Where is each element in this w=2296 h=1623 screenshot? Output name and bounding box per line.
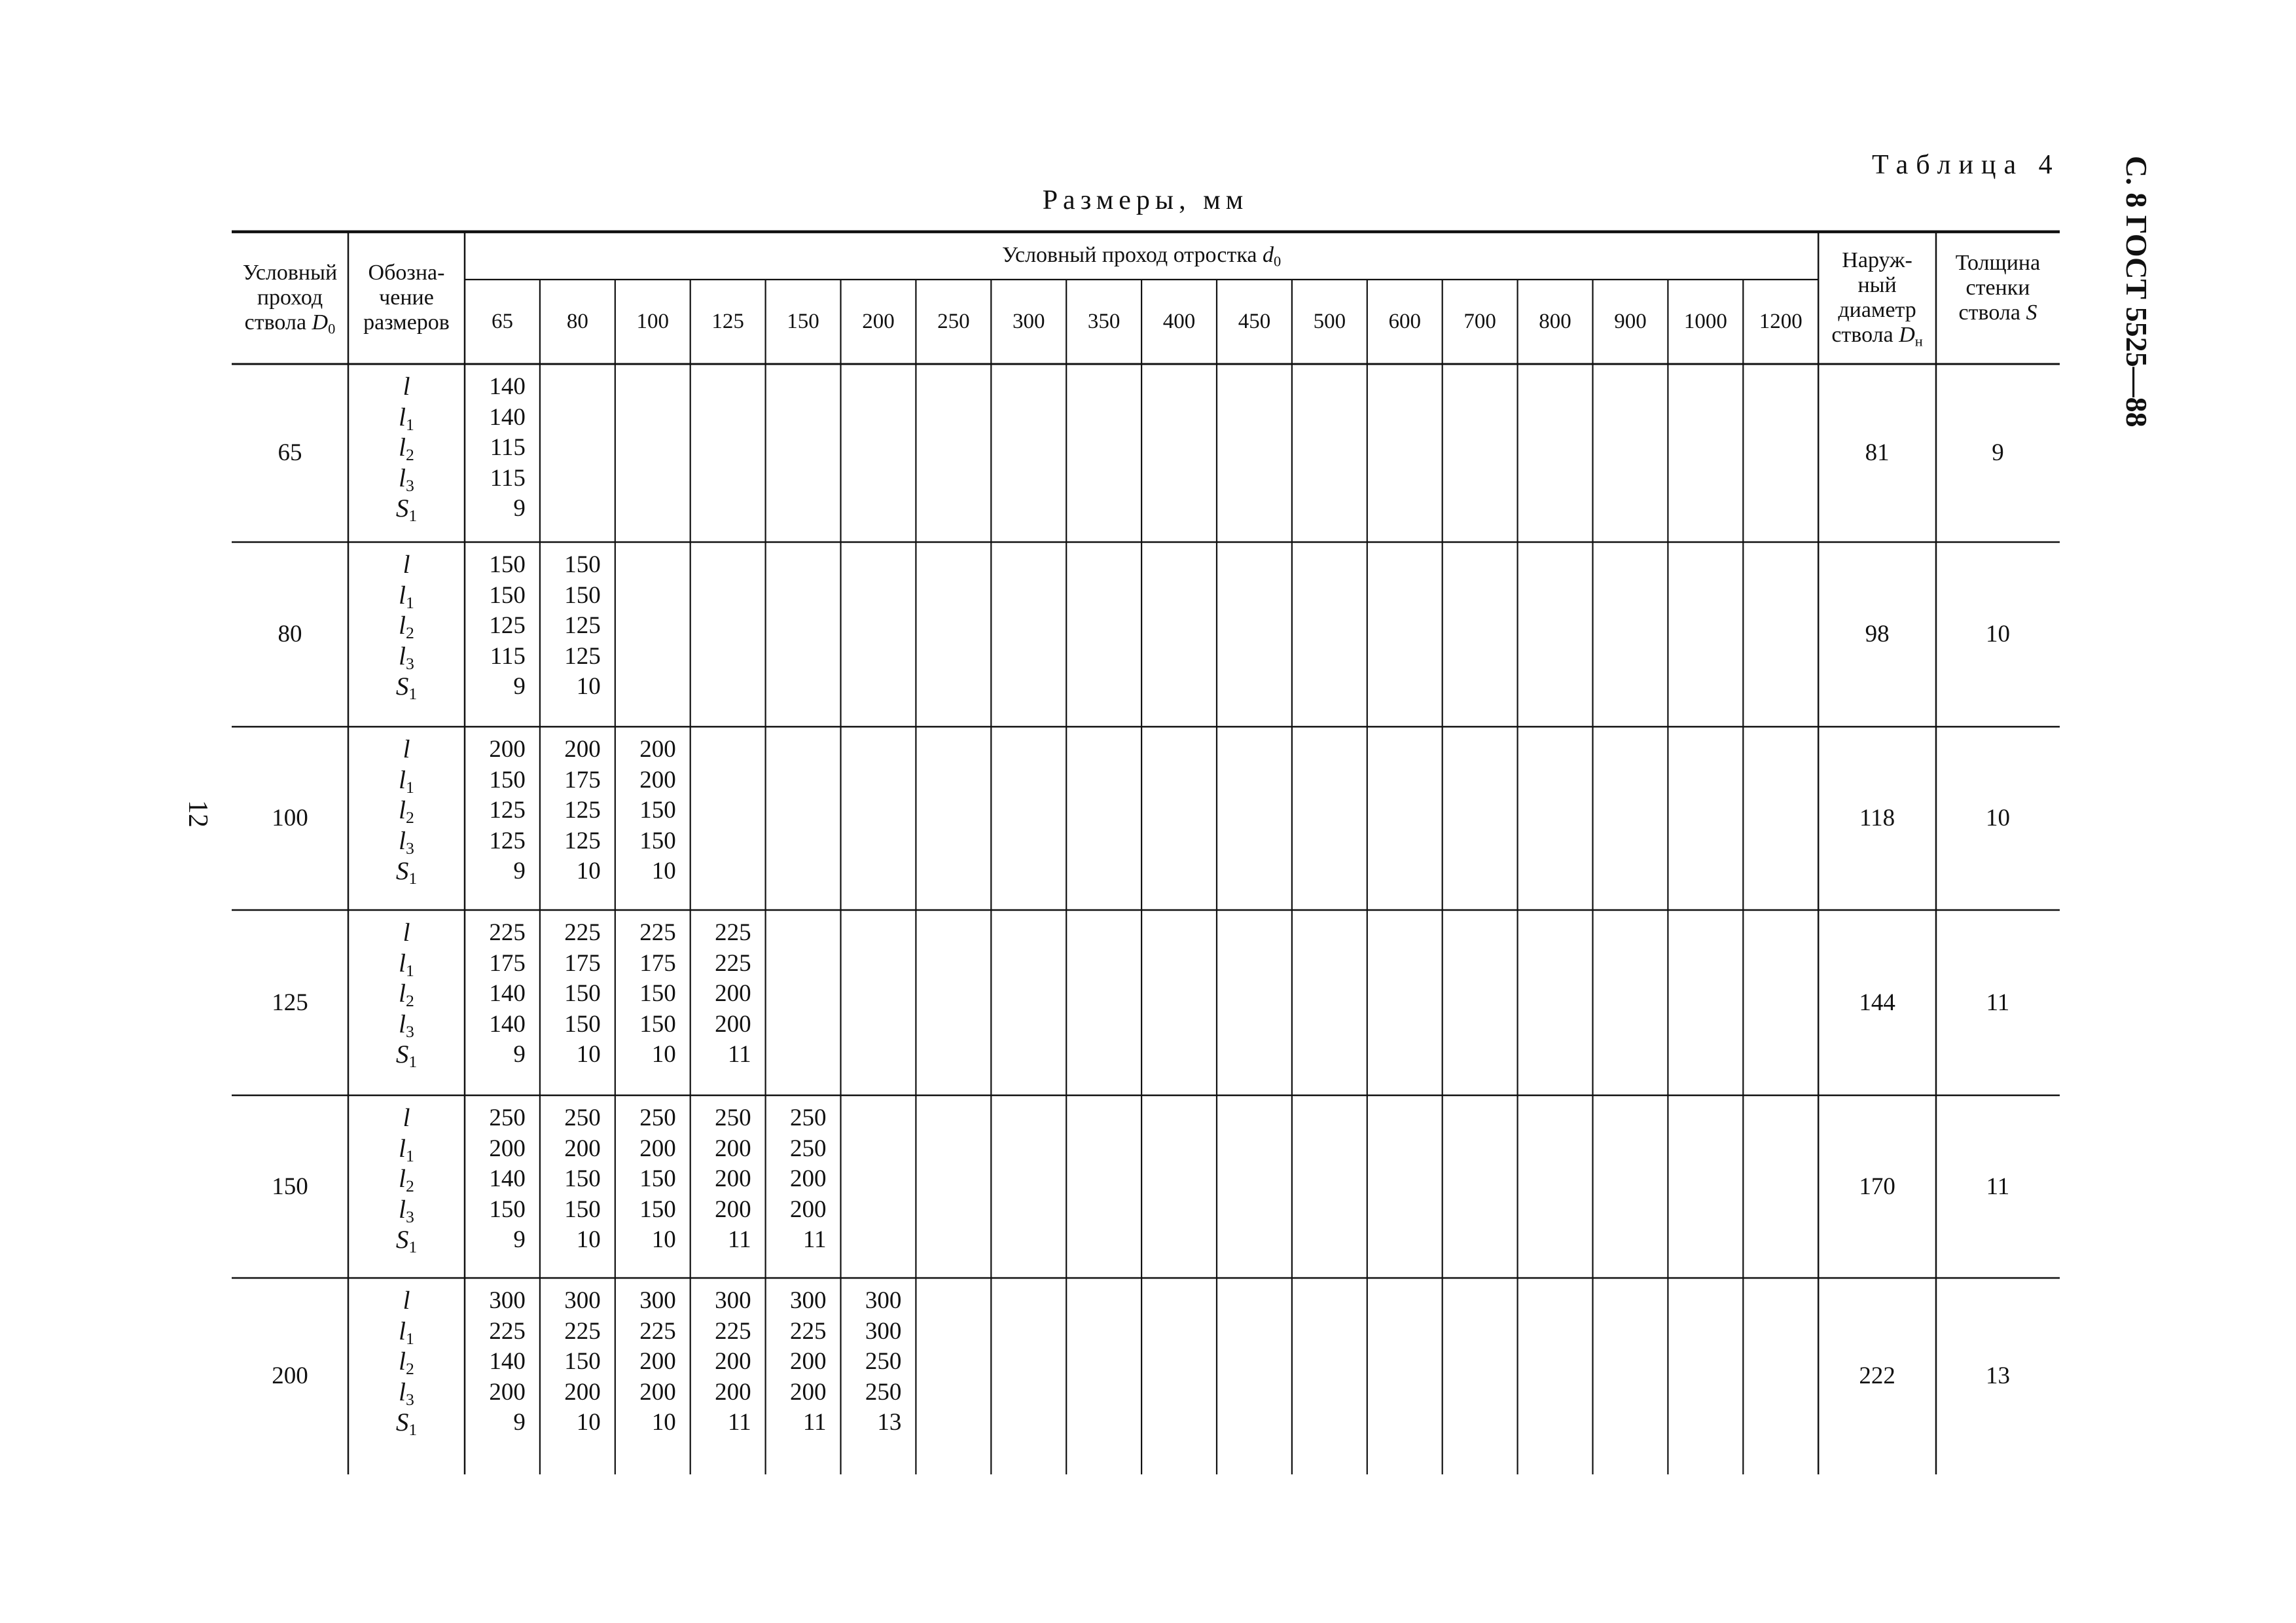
table-cell-value: 10 bbox=[576, 1041, 601, 1068]
designation-item bbox=[348, 372, 465, 403]
header-wall-thickness-symbol: S bbox=[2026, 301, 2037, 325]
value-stack bbox=[615, 1103, 676, 1256]
designation-subscript: 3 bbox=[405, 1389, 414, 1409]
header-branch-bore-symbol: d bbox=[1262, 243, 1274, 268]
designation-symbol: S bbox=[395, 1226, 409, 1254]
header-branch-size: 800 bbox=[1539, 310, 1571, 334]
table-cell-value: 150 bbox=[564, 1348, 601, 1375]
designation-item bbox=[348, 1134, 465, 1165]
designation-subscript: 3 bbox=[405, 1021, 414, 1041]
header-branch-size: 80 bbox=[566, 310, 588, 334]
row-bore-value: 125 bbox=[272, 989, 308, 1016]
standard-page-header: С. 8 ГОСТ 5525—88 bbox=[2120, 156, 2153, 428]
header-branch-size: 350 bbox=[1087, 310, 1121, 334]
table-cell-value: 10 bbox=[576, 858, 601, 884]
header-branch-bore-subscript: 0 bbox=[1273, 253, 1282, 270]
designation-subscript: 1 bbox=[408, 1420, 418, 1440]
table-cell-value: 200 bbox=[639, 1348, 676, 1375]
table-cell-value: 125 bbox=[564, 827, 601, 854]
table-cell-value: 10 bbox=[576, 1409, 601, 1436]
row-wall-thickness-value: 9 bbox=[1992, 439, 2004, 467]
table-cell-value: 200 bbox=[715, 1165, 751, 1192]
table-cell-value: 115 bbox=[490, 642, 526, 670]
designation-item bbox=[348, 856, 465, 887]
designation-subscript: 2 bbox=[405, 623, 414, 643]
table-cell-value: 250 bbox=[715, 1104, 751, 1131]
table-cell-value: 150 bbox=[489, 581, 526, 609]
designation-item bbox=[348, 1040, 465, 1070]
designation-item bbox=[348, 918, 465, 949]
designation-item bbox=[348, 581, 465, 611]
table-cell-value: 200 bbox=[715, 1010, 751, 1038]
row-bore-value: 100 bbox=[272, 805, 308, 832]
value-stack bbox=[465, 735, 526, 887]
designation-item bbox=[348, 1010, 465, 1040]
header-bore-symbol: D bbox=[312, 310, 329, 335]
table-cell-value: 150 bbox=[564, 1165, 601, 1192]
table-cell-value: 250 bbox=[865, 1348, 902, 1375]
header-bore-text: проход bbox=[257, 285, 323, 310]
header-wall-thickness-text: Толщина bbox=[1955, 250, 2041, 275]
table-cell-value: 10 bbox=[576, 1226, 601, 1253]
table-cell-value: 200 bbox=[489, 1378, 526, 1406]
table-cell-value: 225 bbox=[715, 919, 751, 946]
header-branch-bore-line bbox=[1002, 243, 1281, 268]
table-cell-value: 10 bbox=[576, 673, 601, 700]
table-cell-value: 250 bbox=[639, 1104, 676, 1131]
designation-symbol: l bbox=[399, 1377, 406, 1406]
table-cell-value: 225 bbox=[715, 1317, 751, 1345]
designation-symbol: l bbox=[399, 979, 406, 1008]
table-cell-value: 125 bbox=[564, 612, 601, 639]
table-cell-value: 300 bbox=[715, 1287, 751, 1314]
table-cell-value: 150 bbox=[564, 1010, 601, 1038]
table-cell-value: 175 bbox=[639, 949, 676, 977]
table-cell-value: 125 bbox=[489, 827, 526, 854]
table-cell-value: 200 bbox=[489, 736, 526, 763]
designation-symbol: l bbox=[403, 373, 410, 401]
value-stack bbox=[540, 1286, 601, 1438]
table-cell-value: 150 bbox=[564, 1195, 601, 1223]
table-cell-value: 125 bbox=[564, 642, 601, 670]
value-stack bbox=[841, 1286, 902, 1438]
designation-subscript: 1 bbox=[408, 1237, 418, 1257]
designation-symbol: S bbox=[395, 1408, 409, 1436]
table-cell-value: 150 bbox=[639, 827, 676, 854]
table-cell-value: 125 bbox=[489, 797, 526, 824]
designation-subscript: 3 bbox=[405, 653, 414, 673]
designation-subscript: 1 bbox=[408, 1052, 418, 1072]
header-outer-diameter-text: ный bbox=[1857, 272, 1897, 297]
row-wall-thickness-value: 11 bbox=[1986, 1173, 2010, 1200]
designation-subscript: 1 bbox=[408, 684, 418, 704]
designation-symbol: l bbox=[399, 949, 406, 977]
table-cell-value: 250 bbox=[865, 1378, 902, 1406]
designation-symbol: S bbox=[395, 672, 409, 701]
row-outer-diameter-value: 81 bbox=[1865, 439, 1890, 467]
header-bore-text: Условный bbox=[242, 260, 338, 285]
designation-subscript: 2 bbox=[405, 808, 414, 828]
table-cell-value: 9 bbox=[513, 1226, 526, 1253]
row-designations bbox=[348, 372, 465, 524]
designation-item bbox=[348, 1377, 465, 1408]
header-outer-diameter-symbol: D bbox=[1899, 323, 1915, 348]
header-branch-size: 100 bbox=[636, 310, 669, 334]
designation-symbol: l bbox=[399, 581, 406, 610]
units-caption: Размеры, мм bbox=[1042, 185, 1249, 215]
value-stack bbox=[766, 1286, 827, 1438]
designation-item bbox=[348, 826, 465, 857]
table-cell-value: 200 bbox=[789, 1195, 827, 1223]
designation-symbol: l bbox=[399, 611, 406, 640]
row-outer-diameter-value: 118 bbox=[1859, 805, 1895, 832]
value-stack bbox=[540, 735, 601, 887]
header-wall-thickness-text: ствола bbox=[1958, 301, 2020, 325]
table-cell-value: 200 bbox=[564, 736, 601, 763]
header-wall-thickness-text: стенки bbox=[1965, 275, 2030, 300]
table-cell-value: 300 bbox=[639, 1287, 676, 1314]
table-cell-value: 150 bbox=[639, 797, 676, 824]
row-wall-thickness-value: 10 bbox=[1986, 805, 2010, 832]
table-cell-value: 140 bbox=[489, 1348, 526, 1375]
table-cell-value: 9 bbox=[513, 858, 526, 884]
header-outer-diameter-text: диаметр bbox=[1838, 298, 1916, 322]
header-outer-diameter-line bbox=[1857, 273, 1896, 298]
row-wall-thickness-value: 13 bbox=[1986, 1362, 2010, 1390]
row-designations bbox=[348, 1286, 465, 1438]
header-branch-size: 600 bbox=[1388, 310, 1421, 334]
table-cell-value: 115 bbox=[490, 434, 526, 461]
table-cell-value: 200 bbox=[715, 1135, 751, 1162]
table-cell-value: 11 bbox=[727, 1041, 751, 1068]
designation-item bbox=[348, 949, 465, 979]
table-cell-value: 300 bbox=[865, 1317, 902, 1345]
designation-item bbox=[348, 611, 465, 642]
table-cell-value: 115 bbox=[490, 464, 526, 492]
designation-symbol: S bbox=[395, 1040, 409, 1068]
designation-symbol: l bbox=[399, 826, 406, 855]
table-cell-value: 9 bbox=[513, 495, 526, 522]
header-branch-size: 700 bbox=[1463, 310, 1496, 334]
table-cell-value: 125 bbox=[564, 797, 601, 824]
header-bore bbox=[232, 232, 348, 364]
table-cell-value: 150 bbox=[639, 1165, 676, 1192]
table-cell-value: 150 bbox=[489, 551, 526, 578]
table-cell-value: 10 bbox=[651, 858, 676, 884]
row-outer-diameter-value: 222 bbox=[1859, 1362, 1895, 1390]
table-cell-value: 9 bbox=[513, 1041, 526, 1068]
row-wall-thickness-value: 10 bbox=[1986, 621, 2010, 648]
header-branch-size: 400 bbox=[1162, 310, 1196, 334]
table-cell-value: 150 bbox=[564, 551, 601, 578]
value-stack bbox=[766, 1103, 827, 1256]
row-designations bbox=[348, 735, 465, 887]
header-outer-diameter-line bbox=[1842, 248, 1912, 273]
designation-item bbox=[348, 642, 465, 672]
header-designation-line bbox=[363, 310, 450, 335]
value-stack bbox=[465, 1286, 526, 1438]
header-wall-thickness bbox=[1936, 232, 2060, 344]
designation-subscript: 3 bbox=[405, 838, 414, 858]
header-wall-thickness-line bbox=[1959, 301, 2037, 325]
designation-symbol: l bbox=[399, 642, 406, 670]
header-branch-size: 900 bbox=[1614, 310, 1647, 334]
designation-item bbox=[348, 1408, 465, 1438]
table-cell-value: 250 bbox=[489, 1104, 526, 1131]
header-outer-diameter-line bbox=[1838, 298, 1916, 323]
table-cell-value: 225 bbox=[564, 1317, 601, 1345]
designation-symbol: l bbox=[403, 919, 410, 947]
header-outer-diameter-line bbox=[1831, 323, 1922, 348]
designation-symbol: S bbox=[395, 857, 409, 885]
designation-symbol: l bbox=[403, 1286, 410, 1315]
designation-item bbox=[348, 1195, 465, 1226]
designation-symbol: l bbox=[403, 735, 410, 763]
value-stack bbox=[465, 372, 526, 524]
table-cell-value: 200 bbox=[639, 736, 676, 763]
table-cell-value: 140 bbox=[489, 1010, 526, 1038]
designation-subscript: 1 bbox=[405, 960, 414, 980]
table-cell-value: 150 bbox=[639, 980, 676, 1007]
value-stack bbox=[691, 1103, 751, 1256]
row-outer-diameter-value: 170 bbox=[1859, 1173, 1895, 1200]
designation-item bbox=[348, 765, 465, 796]
table-cell-value: 300 bbox=[789, 1287, 827, 1314]
table-cell-value: 225 bbox=[639, 1317, 676, 1345]
designation-item bbox=[348, 494, 465, 524]
header-designation-line bbox=[379, 285, 434, 310]
designation-subscript: 1 bbox=[408, 869, 418, 888]
header-outer-diameter bbox=[1818, 232, 1936, 364]
designation-item bbox=[348, 672, 465, 702]
designation-symbol: l bbox=[399, 433, 406, 462]
table-cell-value: 225 bbox=[489, 919, 526, 946]
row-designations bbox=[348, 550, 465, 702]
header-branch-size: 500 bbox=[1313, 310, 1346, 334]
table-cell-value: 200 bbox=[564, 1135, 601, 1162]
designation-item bbox=[348, 433, 465, 464]
designation-symbol: l bbox=[399, 1165, 406, 1193]
table-cell-value: 200 bbox=[789, 1378, 827, 1406]
table-cell-value: 175 bbox=[564, 766, 601, 793]
designation-item bbox=[348, 464, 465, 494]
table-cell-value: 150 bbox=[639, 1010, 676, 1038]
table-cell-value: 250 bbox=[789, 1104, 827, 1131]
designation-item bbox=[348, 795, 465, 826]
designation-symbol: l bbox=[399, 403, 406, 431]
designation-symbol: l bbox=[399, 464, 406, 492]
header-outer-diameter-subscript: н bbox=[1914, 333, 1923, 350]
designation-item bbox=[348, 735, 465, 765]
header-wall-thickness-line bbox=[1956, 251, 2040, 276]
header-branch-size: 65 bbox=[491, 310, 513, 334]
table-cell-value: 9 bbox=[513, 1409, 526, 1436]
header-branch-size: 1000 bbox=[1683, 310, 1727, 334]
row-wall-thickness-value: 11 bbox=[1986, 989, 2010, 1016]
table-cell-value: 250 bbox=[564, 1104, 601, 1131]
header-outer-diameter-text: ствола bbox=[1831, 323, 1893, 348]
value-stack bbox=[691, 918, 751, 1070]
header-branch-size: 1200 bbox=[1759, 310, 1803, 334]
header-designation-line bbox=[368, 261, 445, 285]
value-stack bbox=[615, 735, 676, 887]
table-cell-value: 11 bbox=[727, 1226, 751, 1253]
designation-item bbox=[348, 1347, 465, 1377]
designation-item bbox=[348, 1317, 465, 1347]
table-cell-value: 150 bbox=[639, 1195, 676, 1223]
designation-subscript: 1 bbox=[408, 506, 418, 526]
table-cell-value: 150 bbox=[489, 1195, 526, 1223]
table-cell-value: 150 bbox=[489, 766, 526, 793]
header-branch-size: 200 bbox=[862, 310, 895, 334]
value-stack bbox=[540, 918, 601, 1070]
designation-symbol: l bbox=[399, 765, 406, 794]
designation-subscript: 2 bbox=[405, 1359, 414, 1379]
header-bore-line bbox=[245, 310, 336, 335]
designation-symbol: l bbox=[399, 1317, 406, 1345]
header-bore-line bbox=[243, 261, 337, 285]
designation-item bbox=[348, 1164, 465, 1195]
designation-subscript: 1 bbox=[405, 414, 414, 434]
table-cell-value: 140 bbox=[489, 373, 526, 400]
designation-symbol: l bbox=[399, 1134, 406, 1163]
designation-item bbox=[348, 1225, 465, 1256]
designation-item bbox=[348, 550, 465, 581]
table-cell-value: 200 bbox=[715, 980, 751, 1007]
row-bore-value: 200 bbox=[272, 1362, 308, 1390]
table-cell-value: 300 bbox=[564, 1287, 601, 1314]
designation-subscript: 2 bbox=[405, 445, 414, 465]
header-designation bbox=[348, 232, 465, 364]
table-cell-value: 140 bbox=[489, 980, 526, 1007]
value-stack bbox=[465, 918, 526, 1070]
designation-subscript: 1 bbox=[405, 593, 414, 612]
table-caption: Таблица 4 bbox=[1872, 150, 2060, 180]
table-cell-value: 200 bbox=[639, 766, 676, 793]
row-designations bbox=[348, 1103, 465, 1256]
table-cell-value: 225 bbox=[489, 1317, 526, 1345]
header-branch-size: 250 bbox=[937, 310, 970, 334]
header-bore-text: ствола bbox=[244, 310, 307, 335]
table-cell-value: 200 bbox=[715, 1348, 751, 1375]
header-branch-size: 300 bbox=[1012, 310, 1045, 334]
table-cell-value: 225 bbox=[715, 949, 751, 977]
table-cell-value: 300 bbox=[489, 1287, 526, 1314]
table-cell-value: 200 bbox=[639, 1135, 676, 1162]
header-branch-bore bbox=[465, 232, 1818, 280]
value-stack bbox=[540, 1103, 601, 1256]
designation-symbol: l bbox=[399, 1347, 406, 1376]
designation-symbol: l bbox=[399, 1195, 406, 1224]
table-cell-value: 250 bbox=[789, 1135, 827, 1162]
designation-subscript: 1 bbox=[405, 1328, 414, 1348]
table-cell-value: 200 bbox=[715, 1378, 751, 1406]
row-designations bbox=[348, 918, 465, 1070]
header-bore-subscript: 0 bbox=[328, 320, 336, 337]
header-bore-line bbox=[257, 285, 323, 310]
table-cell-value: 175 bbox=[564, 949, 601, 977]
table-cell-value: 140 bbox=[489, 403, 526, 431]
designation-symbol: l bbox=[399, 1010, 406, 1038]
row-bore-value: 65 bbox=[278, 439, 302, 467]
row-outer-diameter-value: 98 bbox=[1865, 621, 1890, 648]
row-bore-value: 150 bbox=[272, 1173, 308, 1200]
designation-item bbox=[348, 403, 465, 433]
designation-subscript: 2 bbox=[405, 991, 414, 1011]
designation-subscript: 3 bbox=[405, 475, 414, 495]
header-designation-text: чение bbox=[379, 285, 434, 310]
value-stack bbox=[540, 550, 601, 702]
designation-subscript: 2 bbox=[405, 1176, 414, 1196]
table-cell-value: 200 bbox=[789, 1348, 827, 1375]
row-bore-value: 80 bbox=[278, 621, 302, 648]
table-cell-value: 200 bbox=[564, 1378, 601, 1406]
header-designation-text: размеров bbox=[363, 310, 450, 335]
value-stack bbox=[691, 1286, 751, 1438]
header-branch-bore-text: Условный проход отростка bbox=[1002, 243, 1263, 268]
header-outer-diameter-text: Наруж- bbox=[1842, 247, 1912, 272]
designation-symbol: l bbox=[403, 1104, 410, 1132]
designation-symbol: l bbox=[399, 796, 406, 824]
designation-symbol: l bbox=[403, 551, 410, 579]
header-wall-thickness-line bbox=[1966, 276, 2030, 301]
table-cell-value: 225 bbox=[789, 1317, 827, 1345]
row-outer-diameter-value: 144 bbox=[1859, 989, 1895, 1016]
table-cell-value: 10 bbox=[651, 1409, 676, 1436]
value-stack bbox=[615, 1286, 676, 1438]
header-bore-space bbox=[306, 310, 312, 335]
page-number: 12 bbox=[183, 800, 213, 828]
table-cell-value: 225 bbox=[564, 919, 601, 946]
table-cell-value: 150 bbox=[564, 581, 601, 609]
designation-subscript: 1 bbox=[405, 777, 414, 797]
designation-symbol: S bbox=[395, 494, 409, 522]
table-cell-value: 300 bbox=[865, 1287, 902, 1314]
header-outer-diameter-space bbox=[1893, 323, 1899, 347]
table-cell-value: 225 bbox=[639, 919, 676, 946]
table-cell-value: 200 bbox=[639, 1378, 676, 1406]
table-cell-value: 200 bbox=[789, 1165, 827, 1192]
table-cell-value: 11 bbox=[727, 1409, 751, 1436]
table-cell-value: 150 bbox=[564, 980, 601, 1007]
table-cell-value: 11 bbox=[802, 1409, 827, 1436]
table-cell-value: 13 bbox=[877, 1409, 902, 1436]
header-branch-size: 450 bbox=[1238, 310, 1271, 334]
table-cell-value: 10 bbox=[651, 1226, 676, 1253]
value-stack bbox=[465, 1103, 526, 1256]
table-cell-value: 200 bbox=[489, 1135, 526, 1162]
designation-item bbox=[348, 1286, 465, 1317]
designation-subscript: 1 bbox=[405, 1146, 414, 1165]
header-branch-size: 125 bbox=[711, 310, 744, 334]
designation-item bbox=[348, 1103, 465, 1134]
header-designation-text: Обозна- bbox=[368, 260, 445, 285]
table-cell-value: 200 bbox=[715, 1195, 751, 1223]
table-cell-value: 175 bbox=[489, 949, 526, 977]
table-cell-value: 125 bbox=[489, 612, 526, 639]
table-cell-value: 10 bbox=[651, 1041, 676, 1068]
table-cell-value: 9 bbox=[513, 673, 526, 700]
designation-subscript: 3 bbox=[405, 1207, 414, 1226]
value-stack bbox=[615, 918, 676, 1070]
header-branch-size: 150 bbox=[787, 310, 819, 334]
designation-item bbox=[348, 979, 465, 1010]
table-cell-value: 140 bbox=[489, 1165, 526, 1192]
table-cell-value: 11 bbox=[802, 1226, 827, 1253]
value-stack bbox=[465, 550, 526, 702]
